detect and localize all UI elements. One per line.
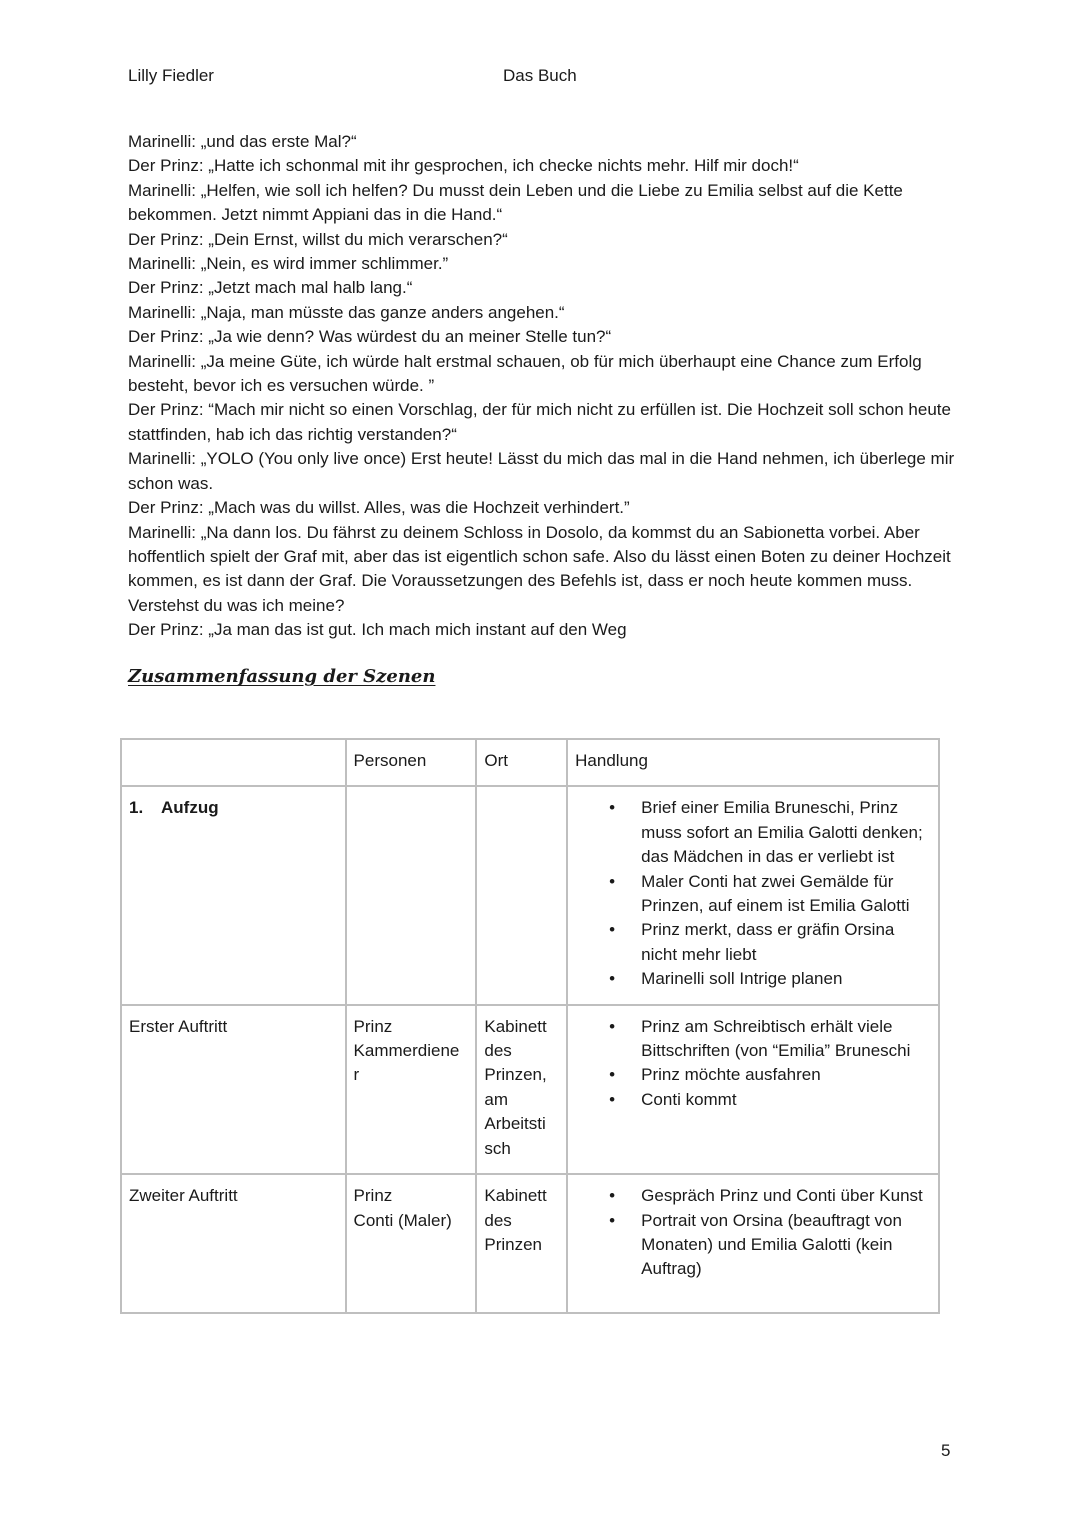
table-row [121,1005,939,1174]
dialogue-line: Marinelli: „Ja meine Güte, ich würde halt erstmal schauen, ob für mich überhaupt eine Chance zum Erfolg besteht, bevor ich es versuchen würde. ” [128,351,922,396]
scene-cell: Erster Auftritt [121,1005,346,1174]
header-author: Lilly Fiedler [128,66,214,85]
place-line: sch [484,1138,511,1158]
dialogue-line: Marinelli: „und das erste Mal?“ [128,132,357,151]
place-cell [476,1174,567,1313]
header-cell-place: Ort [476,739,567,786]
place-line: des [484,1210,512,1230]
plot-cell [567,1005,939,1174]
header-cell-scene [121,739,346,786]
place-line: des [484,1041,512,1061]
person: r [353,1065,360,1085]
dialogue-line: Der Prinz: „Dein Ernst, willst du mich verarschen?“ [128,229,508,249]
table-row [121,1174,939,1313]
dialogue-line: Der Prinz: „Ja man das ist gut. Ich mach mich instant auf den Weg [128,620,627,640]
aufzug-number: 1. [129,798,144,818]
header-cell-plot: Handlung [567,739,939,786]
section-title: Zusammenfassung der Szenen [128,666,436,687]
page-number: 5 [941,1441,951,1460]
aufzug-cell [121,786,346,1004]
dialogue-line: Marinelli: „Helfen, wie soll ich helfen? Du musst dein Leben und die Liebe zu Emilia selbst auf die Kette bekommen. Jetzt nimmt Appiani das in die Hand.“ [128,180,903,225]
persons-cell [346,1174,477,1313]
dialogue-line: Der Prinz: „Mach was du willst. Alles, was die Hochzeit verhindert.” [128,498,630,518]
list-item: • Maler Conti hat zwei Gemälde für Prinzen, auf einem ist Emilia Galotti [575,870,932,919]
scene-cell: Zweiter Auftritt [121,1174,346,1313]
dialogue-line: Marinelli: „Na dann los. Du fährst zu deinem Schloss in Dosolo, da kommst du an Sabionetta vorbei. Aber hoffentlich spielt der Graf mit, aber das ist eigentlich schon safe. Also du lässt einen Boten zu deiner Hochzeit kommen, es ist dann der Graf. Die Voraussetzungen des Befehls ist, dass er noch heute kommen muss. Verstehst du was ich meine? [128,522,951,615]
plot-list [575,1184,932,1282]
list-item: • Conti kommt [575,1088,932,1112]
list-item: • Prinz merkt, dass er gräfin Orsina nicht mehr liebt [575,918,932,967]
place-line: Prinzen, [484,1065,547,1085]
place-line: Kabinett [484,1186,547,1206]
list-item: • Prinz möchte ausfahren [575,1063,932,1087]
list-item: • Brief einer Emilia Bruneschi, Prinz muss sofort an Emilia Galotti denken; das Mädchen in das er verliebt ist [575,796,932,869]
list-item: • Gespräch Prinz und Conti über Kunst [575,1184,932,1208]
header-title: Das Buch [503,66,577,85]
place-line: Kabinett [484,1016,547,1036]
place-line: Arbeitsti [484,1114,546,1134]
plot-list [575,796,932,991]
person: Conti (Maler) [353,1210,452,1230]
dialogue-line: Der Prinz: “Mach mir nicht so einen Vorschlag, der für mich nicht zu erfüllen ist. Die Hochzeit soll schon heute stattfinden, hab ich das richtig verstanden?“ [128,400,951,444]
person: Prinz [353,1016,393,1036]
table-row-aufzug [121,786,939,1004]
dialogue-line: Marinelli: „Nein, es wird immer schlimmer.” [128,254,449,274]
dialogue-block [128,130,958,643]
scenes-table [120,738,940,1314]
plot-cell [567,786,939,1004]
dialogue-line: Marinelli: „Naja, man müsste das ganze anders angehen.“ [128,302,565,322]
plot-cell [567,1174,939,1313]
place-cell [476,1005,567,1174]
persons-cell [346,1005,477,1174]
place-cell [476,786,567,1004]
list-item: • Prinz am Schreibtisch erhält viele Bittschriften (von “Emilia” Bruneschi [575,1015,932,1064]
list-item: • Marinelli soll Intrige planen [575,967,932,991]
person: Kammerdiene [353,1041,460,1061]
aufzug-label: Aufzug [161,798,219,818]
dialogue-line: Der Prinz: „Hatte ich schonmal mit ihr gesprochen, ich checke nichts mehr. Hilf mir doch!“ [128,156,799,176]
person: Prinz [353,1186,393,1206]
list-item: • Portrait von Orsina (beauftragt von Monaten) und Emilia Galotti (kein Auftrag) [575,1209,932,1282]
dialogue-line: Marinelli: „YOLO (You only live once) Erst heute! Lässt du mich das mal in die Hand nehmen, ich überlege mir schon was. [128,449,955,493]
place-line: Prinzen [484,1234,543,1254]
table-header-row [121,739,939,786]
dialogue-line: Der Prinz: „Ja wie denn? Was würdest du an meiner Stelle tun?“ [128,327,612,347]
header-cell-persons: Personen [346,739,477,786]
plot-list [575,1015,932,1113]
persons-cell [346,786,477,1004]
place-line: am [484,1089,508,1109]
dialogue-line: Der Prinz: „Jetzt mach mal halb lang.“ [128,278,413,298]
